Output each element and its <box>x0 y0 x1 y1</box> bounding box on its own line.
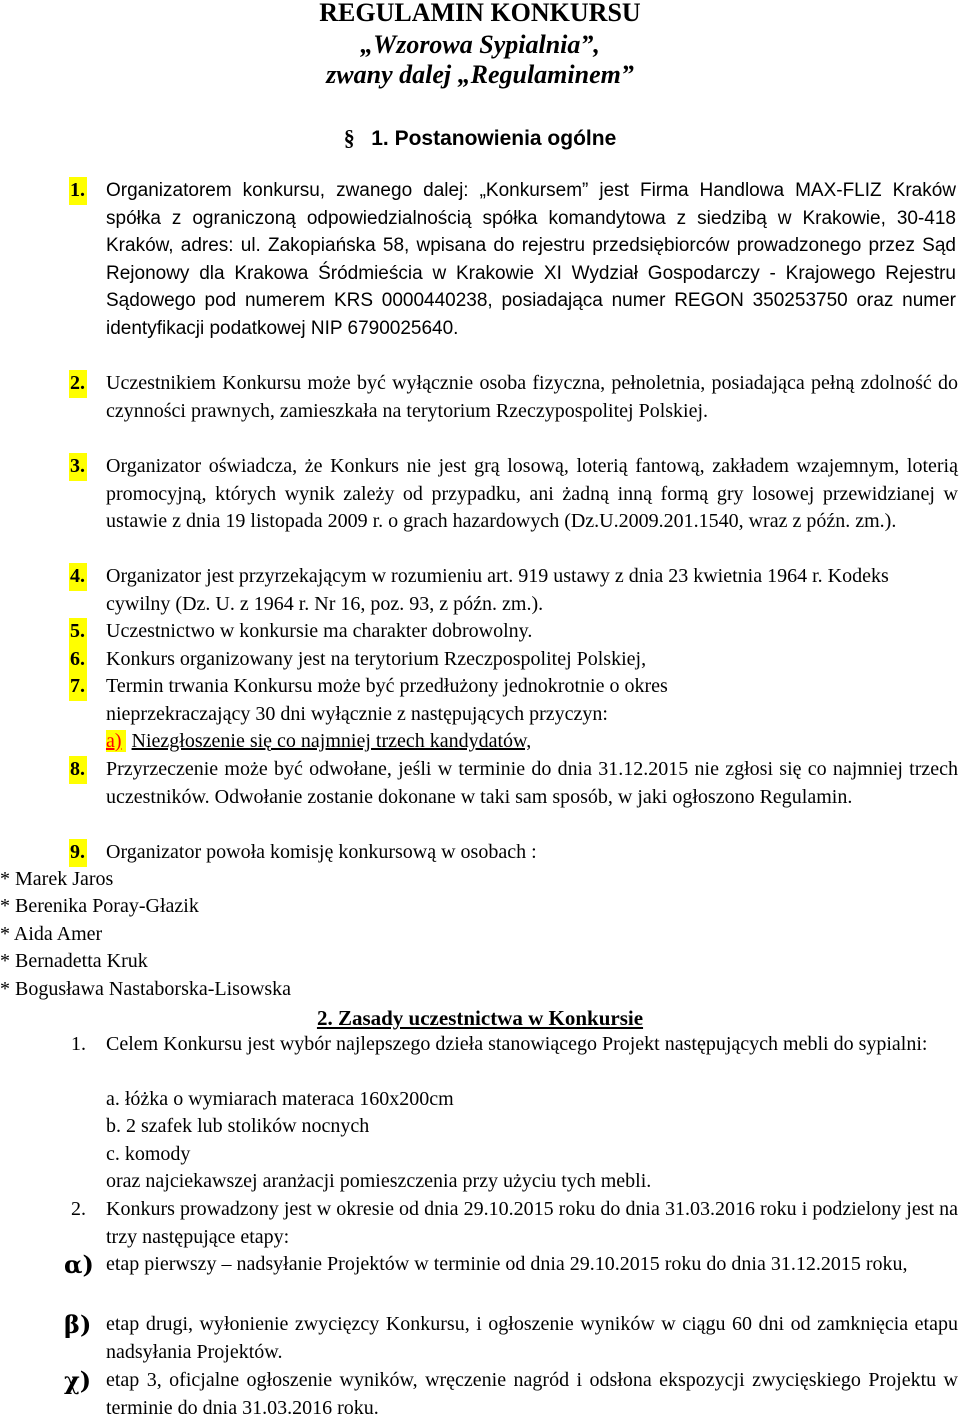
item-number: 1. <box>71 1033 86 1055</box>
sub-item-letter: a) <box>106 730 126 752</box>
furniture-item: c. komody <box>106 1143 191 1165</box>
sub-item-text: Niezgłoszenie się co najmniej trzech kandydatów, <box>131 730 532 752</box>
item-text: Termin trwania Konkursu może być przedłużony jednokrotnie o okres nieprzekraczający 30 dni wyłącznie z następujących przyczyn: <box>106 675 668 725</box>
stage-marker: α) <box>64 1250 94 1279</box>
item-text: Przyrzeczenie może być odwołane, jeśli w terminie do dnia 31.12.2015 nie zgłosi się co najmniej trzech uczestników. Odwołanie zostanie dokonane w taki sam sposób, w jaki ogłoszono Regulamin. <box>106 758 958 808</box>
committee-member: * Bernadetta Kruk <box>0 950 148 972</box>
document-alias: zwany dalej „Regulaminem” <box>326 60 634 89</box>
item-number: 8. <box>69 756 87 784</box>
item-number: 2. <box>71 1198 86 1220</box>
item-text: Celem Konkursu jest wybór najlepszego dzieła stanowiącego Projekt następujących mebli do sypialni: <box>106 1033 928 1055</box>
item-text: Organizatorem konkursu, zwanego dalej: „Konkursem” jest Firma Handlowa MAX-FLIZ Kraków spółka z ograniczoną odpowiedzialnością spółka komandytowa z siedzibą w Krakowie, 30-418 Kraków, adres: ul. Zakopiańska 58, wpisana do rejestru przedsiębiorców prowadzonego przez Sąd Rejonowy dla Krakowa Śródmieścia w Krakowie XI Wydział Gospodarczy - Krajowego Rejestru Sądowego pod numerem KRS 0000440238, posiadająca numer REGON 350253750 oraz numer identyfikacji podatkowej NIP 6790025640. <box>106 180 956 339</box>
section-2-heading <box>0 1005 960 1031</box>
item-number: 9. <box>69 839 87 867</box>
item-text: Organizator jest przyrzekającym w rozumieniu art. 919 ustawy z dnia 23 kwietnia 1964 r. Kodeks cywilny (Dz. U. z 1964 r. Nr 16, poz. 93, z późn. zm.). <box>106 565 889 615</box>
item-text: Konkurs prowadzony jest w okresie od dnia 29.10.2015 roku do dnia 31.03.2016 roku i podzielony jest na trzy następujące etapy: <box>106 1198 958 1248</box>
section-1-heading <box>0 125 960 152</box>
stage-text: etap drugi, wyłonienie zwycięzcy Konkursu, i ogłoszenie wyników w ciągu 60 dni od zamknięcia etapu nadsyłania Projektów. <box>106 1313 958 1363</box>
document-title: REGULAMIN KONKURSU <box>319 0 641 27</box>
paragraph-symbol: § <box>343 125 355 150</box>
committee-member: * Marek Jaros <box>0 868 114 890</box>
item-number: 1. <box>69 177 87 205</box>
item-text: Konkurs organizowany jest na terytorium Rzeczpospolitej Polskiej, <box>106 648 647 670</box>
contest-name: „Wzorowa Sypialnia”, <box>360 30 600 59</box>
item-number: 6. <box>69 646 87 674</box>
stage-marker: χ) <box>64 1366 92 1395</box>
stage-marker: β) <box>64 1310 92 1339</box>
item-number: 5. <box>69 618 87 646</box>
sub-item <box>106 728 531 756</box>
stage-text: etap 3, oficjalne ogłoszenie wyników, wręczenie nagród i odsłona ekspozycji zwycięskiego Projektu w terminie do dnia 31.03.2016 roku. <box>106 1369 958 1419</box>
stage-text: etap pierwszy – nadsyłanie Projektów w terminie od dnia 29.10.2015 roku do dnia 31.12.2015 roku, <box>106 1253 908 1275</box>
item-tail-text: oraz najciekawszej aranżacji pomieszczenia przy użyciu tych mebli. <box>106 1170 652 1192</box>
section-1-title: 1. Postanowienia ogólne <box>371 127 617 150</box>
committee-member: * Aida Amer <box>0 923 103 945</box>
item-number: 7. <box>69 673 87 701</box>
item-text: Uczestnictwo w konkursie ma charakter dobrowolny. <box>106 620 533 642</box>
furniture-item: a. łóżka o wymiarach materaca 160x200cm <box>106 1088 454 1110</box>
section-2-title: 2. Zasady uczestnictwa w Konkursie <box>316 1006 644 1030</box>
committee-member: * Bogusława Nastaborska-Lisowska <box>0 978 292 1000</box>
item-number: 3. <box>69 453 87 481</box>
furniture-item: b. 2 szafek lub stolików nocnych <box>106 1115 370 1137</box>
item-number: 4. <box>69 563 87 591</box>
item-text: Uczestnikiem Konkursu może być wyłącznie osoba fizyczna, pełnoletnia, posiadająca pełną zdolność do czynności prawnych, zamieszkała na terytorium Rzeczypospolitej Polskiej. <box>106 372 958 422</box>
item-text: Organizator oświadcza, że Konkurs nie jest grą losową, loterią fantową, zakładem wzajemnym, loterią promocyjną, których wynik zależy od przypadku, ani żadną inną formą gry losowej przewidzianej w ustawie z dnia 19 listopada 2009 r. o grach hazardowych (Dz.U.2009.201.1540, wraz z późn. zm.). <box>106 455 958 532</box>
committee-member: * Berenika Poray-Głazik <box>0 895 199 917</box>
item-number: 2. <box>69 370 87 398</box>
item-text: Organizator powoła komisję konkursową w osobach : <box>106 841 537 863</box>
